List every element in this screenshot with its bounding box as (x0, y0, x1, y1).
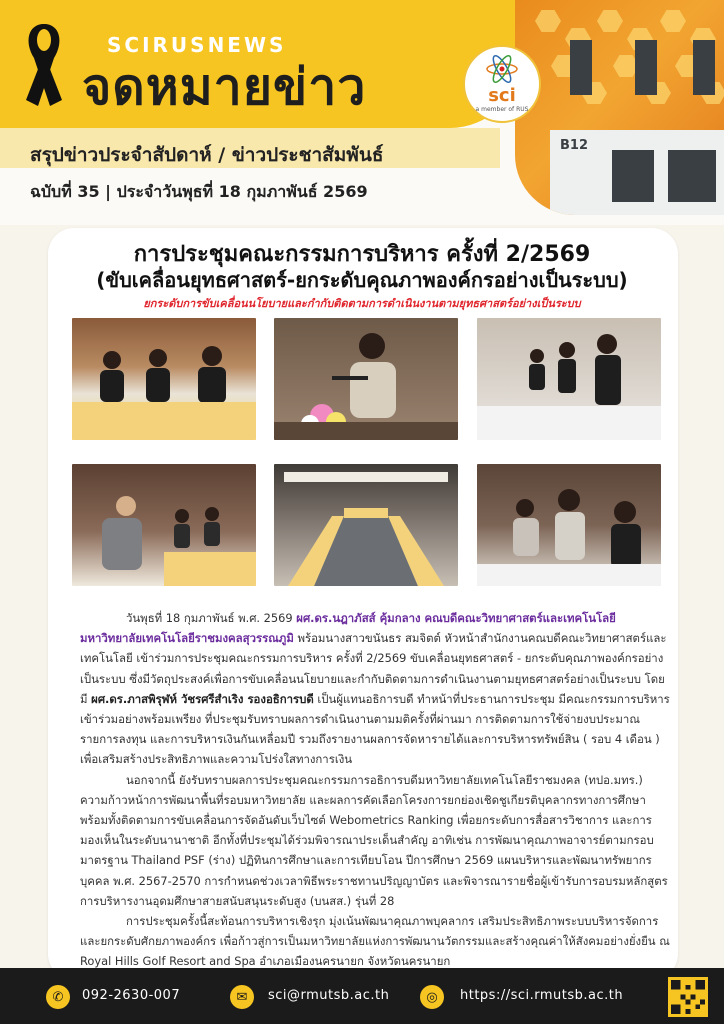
photo-scene (274, 464, 458, 586)
highlight-name: ผศ.ดร.นฎาภัสส์ คุ้มกลาง คณบดีคณะวิทยาศาสตร์และเทคโนโลยี มหาวิทยาลัยเทคโนโลยีราชมงคลสุวรรณภูมิ (80, 611, 616, 646)
issue-line: ฉบับที่ 35 | ประจำวันพุธที่ 18 กุมภาพันธ์ 2569 (30, 182, 368, 201)
photo-conference-room-wide (274, 464, 458, 586)
building-window (570, 40, 592, 95)
paragraph-text: พร้อมนางสาวขนันธร สมจิตต์ หัวหน้าสำนักงานคณบดีคณะวิทยาศาสตร์และเทคโนโลยี เข้าร่วมการประชุมคณะกรรมการบริหาร ครั้งที่ 2/2569 ขับเคลื่อนยุทธศาสตร์ - ยกระดับคุณภาพองค์กรอย่างเป็นระบบ ซึ่งมีวัตถุประสงค์เพื่อการขับเคลื่อนนโยบายและกำกับติดตามการดำเนินงานตามยุทธศาสตร์อย่างเป็นระบบ โดยมี (80, 631, 667, 706)
brand-name: SCIRUSNEWS (107, 33, 287, 57)
building-photo (515, 0, 724, 215)
header (0, 0, 724, 225)
photo-scene (477, 318, 661, 440)
article-paragraph (80, 770, 670, 911)
mourning-ribbon-icon (18, 20, 70, 112)
building-door (668, 150, 716, 202)
building-facade (550, 130, 724, 215)
photo-scene (477, 464, 661, 586)
email-icon: ✉ (230, 985, 254, 1009)
article-paragraph (80, 911, 670, 972)
photo-presenter-gesturing (72, 464, 256, 586)
article-paragraph (80, 608, 670, 770)
building-window (635, 40, 657, 95)
footer-phone[interactable]: 092-2630-007 (82, 988, 181, 1003)
photo-meeting-attendees-row (72, 318, 256, 440)
photo-speaker-microphone (274, 318, 458, 440)
atom-icon (485, 55, 519, 83)
photo-discussion-panel (477, 464, 661, 586)
section-subheading: สรุปข่าวประจำสัปดาห์ / ข่าวประชาสัมพันธ์ (30, 144, 384, 166)
photo-attendees-side (477, 318, 661, 440)
qr-code-icon[interactable] (668, 977, 708, 1017)
newsletter-title: จดหมายข่าว (82, 58, 367, 116)
paragraph-text: การประชุมครั้งนี้สะท้อนการบริหารเชิงรุก มุ่งเน้นพัฒนาคุณภาพบุคลากร เสริมประสิทธิภาพระบบบริหารจัดการ และยกระดับศักยภาพองค์กร เพื่อก้าวสู่การเป็นมหาวิทยาลัยแห่งการพัฒนานวัตกรรมและสร้างคุณค่าให้สังคมอย่างยั่งยืน ณ Royal Hills Golf Resort and Spa อำเภอเมืองนครนายก จังหวัดนครนายก (80, 914, 670, 969)
article-title: การประชุมคณะกรรมการบริหาร ครั้งที่ 2/2569 (133, 242, 591, 267)
hex-pattern (535, 10, 561, 32)
article-subtitle: (ขับเคลื่อนยุทธศาสตร์-ยกระดับคุณภาพองค์กรอย่างเป็นระบบ) (96, 268, 628, 292)
building-door (612, 150, 654, 202)
sci-logo (463, 45, 541, 123)
phone-icon: ✆ (46, 985, 70, 1009)
footer-email[interactable]: sci@rmutsb.ac.th (268, 988, 390, 1003)
photo-scene (274, 318, 458, 440)
article-tagline: ยกระดับการขับเคลื่อนนโยบายและกำกับติดตามการดำเนินงานตามยุทธศาสตร์อย่างเป็นระบบ (143, 297, 581, 310)
building-label: B12 (560, 138, 588, 153)
photo-scene (72, 464, 256, 586)
footer-website[interactable]: https://sci.rmutsb.ac.th (460, 988, 624, 1003)
photo-scene (72, 318, 256, 440)
article-body (80, 608, 670, 972)
paragraph-text: นอกจากนี้ ยังรับทราบผลการประชุมคณะกรรมการอธิการบดีมหาวิทยาลัยเทคโนโลยีราชมงคล (ทปอ.มทร.) ความก้าวหน้าการพัฒนาพื้นที่รอบมหาวิทยาลัย และผลการคัดเลือกโครงการยกย่องเชิดชูเกียรติบุคลากรทางการศึกษา พร้อมทั้งติดตามการขับเคลื่อนการจัดอันดับเว็บไซต์ Webometrics Ranking เพื่อยกระดับการสื่อสารวิชาการ และการมองเห็นในระดับนานาชาติ อีกทั้งที่ประชุมได้ร่วมพิจารณาประเด็นสำคัญ อาทิเช่น การพัฒนาคุณภาพอาจารย์ตามกรอบมาตรฐาน Thailand PSF (ร่าง) ปฏิทินการศึกษาและการเทียบโอน ปีการศึกษา 2569 แผนบริหารและพัฒนาทรัพยากรบุคคล พ.ศ. 2567-2570 การกำหนดช่วงเวลาพิธีพระราชทานปริญญาบัตร และพิจารณารายชื่อผู้เข้ารับการอบรมหลักสูตรการบริหารงานอุดมศึกษาสายสนับสนุนระดับสูง (บนสส.) รุ่นที่ 28 (80, 772, 668, 908)
highlight-chair: ผศ.ดร.ภาสพิรุฬห์ วัชรศรีสำเริง รองอธิการบดี (91, 691, 314, 706)
hex-pattern (597, 10, 623, 32)
hex-pattern (660, 10, 686, 32)
paragraph-text: เป็นผู้แทนอธิการบดี ทำหน้าที่ประธานการประชุม มีคณะกรรมการบริหารเข้าร่วมอย่างพร้อมเพรียง ที่ประชุมรับทราบผลการดำเนินงานตามมติครั้งที่ผ่านมา การติดตามการใช้จ่ายงบประมาณรายการลงทุน และการบริหารเงินกันเหลื่อมปี รวมถึงรายงานผลการจัดหารายได้และการบริหารทรัพย์สิน ( รอบ 4 เดือน ) เพื่อเสริมสร้างประสิทธิภาพและความโปร่งใสทางการเงิน (80, 691, 670, 767)
logo-subtext: a member of RUS (475, 106, 529, 113)
qr-pattern (671, 980, 705, 1014)
logo-text: sci (488, 85, 516, 106)
globe-icon: ◎ (420, 985, 444, 1009)
building-window (693, 40, 715, 95)
paragraph-text: วันพุธที่ 18 กุมภาพันธ์ พ.ศ. 2569 (126, 611, 297, 625)
